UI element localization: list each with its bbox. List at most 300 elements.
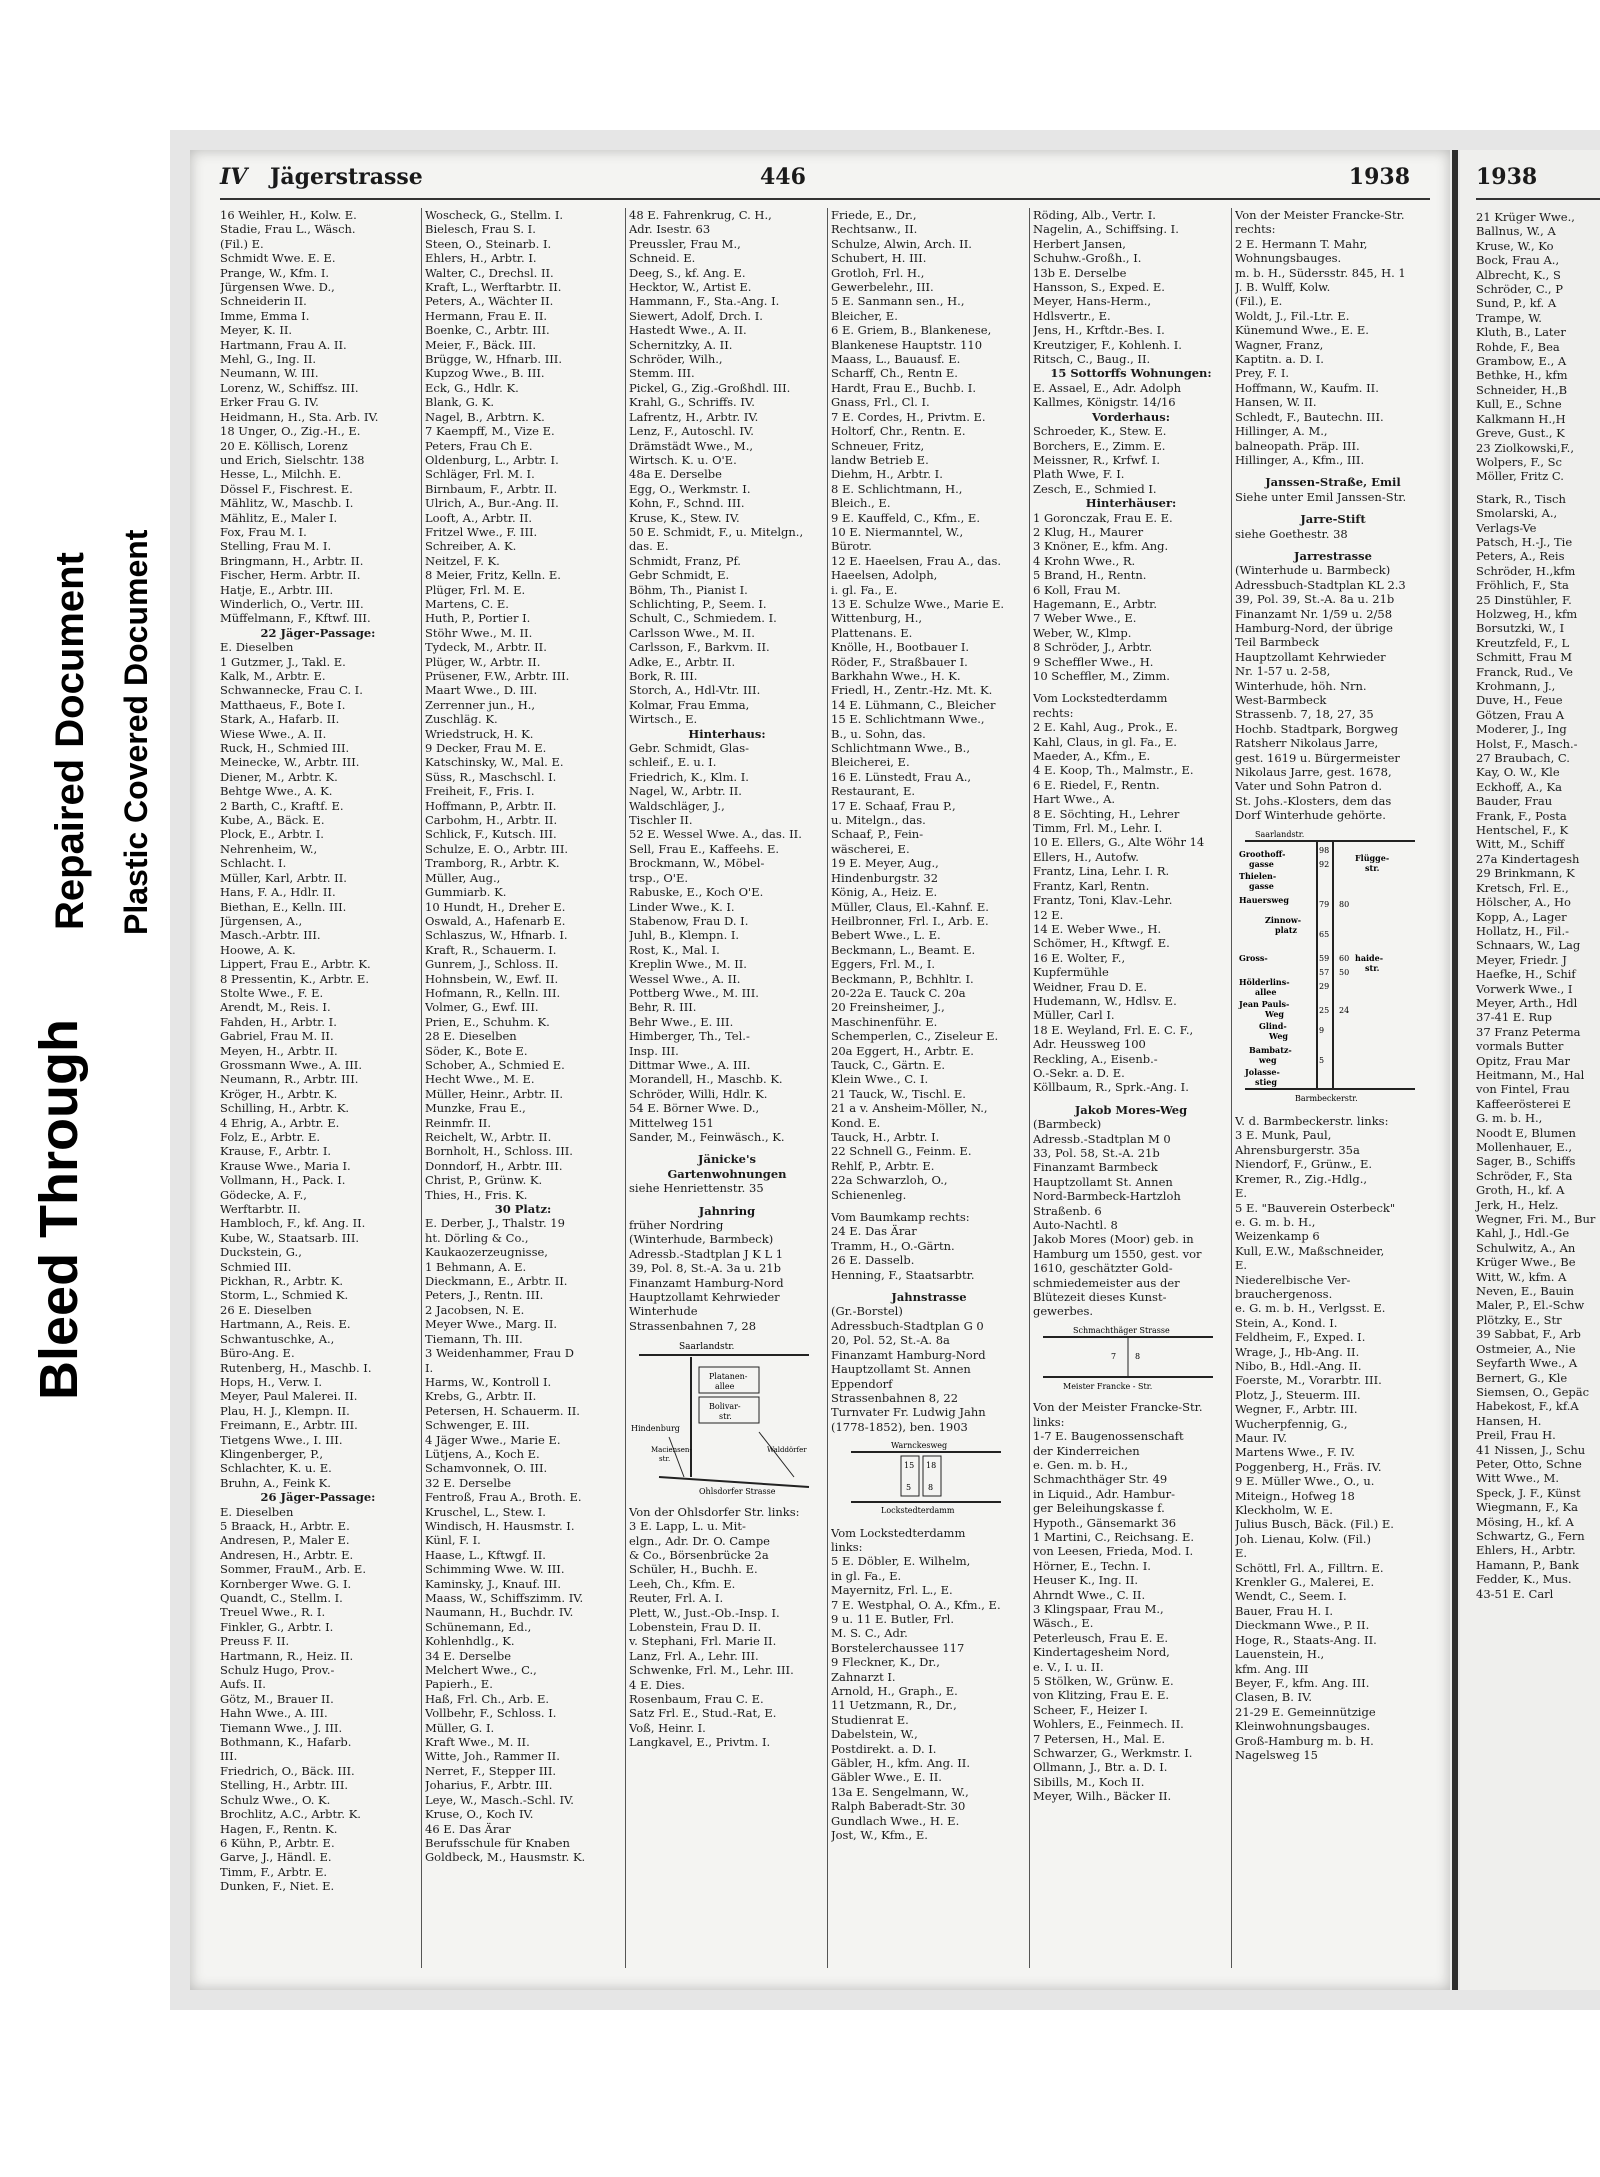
directory-entry: Poggenberg, H., Fräs. IV. [1235,1459,1382,1474]
directory-entry: Freimann, E., Arbtr. III. [220,1418,358,1433]
directory-entry: Schwartz, G., Fern [1476,1528,1585,1543]
spacer [1235,541,1431,549]
directory-entry: Schläger, Frl. M. I. [425,467,535,482]
directory-entry: Hops, H., Verw. I. [220,1374,323,1389]
directory-entry: Vorwerk Wwe., I [1476,981,1573,996]
directory-entry: Joharius, F., Arbtr. III. [425,1778,553,1793]
directory-entry: 9 E. Kauffeld, C., Kfm., E. [831,510,980,525]
directory-entry: Kaminsky, J., Knauf. III. [425,1576,561,1591]
directory-entry: 28 E. Dieselben [425,1029,517,1044]
directory-entry: Biethan, E., Kelln. III. [220,899,347,914]
directory-entry: Storm, L., Schmied K. [220,1288,349,1303]
directory-entry: Schmidt Wwe. E. E. [220,251,336,266]
directory-entry: Kalk, M., Arbtr. E. [220,669,326,683]
map-label: 50 [1339,967,1350,977]
directory-entry: Barkhahn Wwe., H. K. [831,669,961,683]
directory-entry: Krause Wwe., Maria I. [220,1158,351,1173]
directory-entry: 10 E. Ellers, G., Alte Wöhr 14 [1033,835,1205,850]
directory-entry: 23 Ziolkowski,F., [1476,440,1574,455]
directory-entry: Fischer, Herm. Arbtr. II. [220,568,361,583]
directory-entry: Nagel, B., Arbtrn. K. [425,409,545,424]
directory-entry: Zuschläg. K. [425,712,498,727]
jarrestrasse-map [1235,827,1425,1107]
repaired-document-label: Repaired Document [48,552,92,930]
directory-entry: Brockmann, W., Möbel- [629,856,765,871]
directory-entry: 8 E. Schlichtmann, H., [831,481,963,496]
directory-entry: v. Stephani, Frl. Marie II. [629,1634,777,1649]
directory-entry: Huth, P., Portier I. [425,611,531,626]
directory-entry: 10 Scheffler, M., Zimm. [1033,669,1170,683]
directory-entry: Schulz Wwe., O. K. [220,1792,331,1807]
directory-entry: Wrage, J., Hb-Ang. II. [1235,1344,1360,1359]
directory-entry: 22 Schnell G., Feinm. E. [831,1144,972,1159]
directory-entry: Müller, G. I. [425,1720,495,1735]
directory-entry: Plau, H. J., Klempn. II. [220,1403,350,1418]
map-label: Platanen- [709,1372,748,1382]
directory-entry: Aufs. II. [220,1677,266,1692]
map-label: allee [1255,986,1277,997]
directory-entry: Oswald, A., Hafenarb E. [425,913,566,928]
directory-entry: Martens Wwe., F. IV. [1235,1445,1355,1460]
column-3 [629,208,825,1968]
directory-entry: Zesch, E., Schmied I. [1033,481,1157,496]
directory-entry: Plüger, Frl. M. E. [425,582,526,597]
directory-entry: Prüsener, F.W., Arbtr. III. [425,669,570,683]
directory-entry: 16 Weihler, H., Kolw. E. [220,208,357,222]
column-divider [625,208,626,1968]
map-label: 59 [1319,953,1330,963]
directory-entry: 3 E. Munk, Paul, [1235,1128,1332,1143]
directory-entry: Gundlach Wwe., H. E. [831,1813,960,1828]
directory-entry: Nord-Barmbeck-Hartzloh [1033,1189,1181,1204]
directory-entry: Schemperlen, C., Ziseleur E. [831,1029,999,1044]
spacer [1033,683,1229,691]
directory-entry: Albrecht, K., S [1476,267,1561,282]
directory-entry: Erker Frau G. IV. [220,395,319,410]
directory-entry: Plett, W., Just.-Ob.-Insp. I. [629,1605,780,1620]
directory-entry: Jakob Mores-Weg [1074,1102,1188,1117]
directory-entry: Kruse, O., Koch IV. [425,1807,534,1822]
directory-entry: 1610, geschätzter Gold- [1033,1261,1173,1276]
directory-entry: 5 E. Sanmann sen., H., [831,294,965,309]
directory-entry: Schömer, H., Kftwgf. E. [1033,936,1170,951]
directory-entry: 43-51 E. Carl [1476,1586,1554,1601]
directory-entry: Andresen, H., Arbtr. E. [220,1547,354,1562]
directory-entry: Stemm. III. [629,366,695,381]
directory-entry: rechts: [1235,222,1276,237]
directory-entry: 7 Kaempff, M., Vize E. [425,424,555,439]
directory-entry: Vater und Sohn Patron d. [1235,779,1382,794]
directory-entry: Jarrestrasse [1294,548,1372,563]
directory-entry: 27a Kindertagesh [1476,851,1580,866]
directory-entry: 3 Knöner, E., kfm. Ang. [1033,539,1169,554]
directory-entry: Heuser K., Ing. II. [1033,1573,1139,1588]
directory-entry: Hauptzollamt St. Annen [831,1362,971,1377]
directory-entry: Hoowe, A. K. [220,942,296,957]
directory-entry: Hamburg-Nord, der übrige [1235,620,1393,635]
directory-entry: Brügge, W., Hfnarb. III. [425,352,562,367]
directory-entry: Hypoth., Gänsemarkt 36 [1033,1515,1177,1530]
directory-entry: Meissner, R., Krfwf. I. [1033,452,1160,467]
directory-entry: E. Dieselben [220,640,294,655]
directory-entry: Sell, Frau E., Kaffeehs. E. [629,841,780,856]
directory-entry: siehe Goethestr. 38 [1235,526,1348,541]
directory-entry: Kruse, W., Ko [1476,238,1554,253]
directory-entry: 6 Kühn, P., Arbtr. E. [220,1835,335,1850]
directory-entry: Bauer, Frau H. I. [1235,1603,1333,1618]
directory-entry: Bürotr. [831,539,872,554]
directory-entry: Kube, W., Staatsarb. III. [220,1230,360,1245]
map-label: str. [719,1412,732,1422]
directory-entry: e. V., I. u. II. [1033,1659,1104,1674]
directory-entry: (Gr.-Borstel) [831,1304,903,1319]
directory-entry: E. [1235,1186,1248,1201]
directory-entry: 22 Jäger-Passage: [260,625,376,640]
directory-entry: Knölle, H., Bootbauer I. [831,640,970,655]
directory-entry: Brochlitz, A.C., Arbtr. K. [220,1807,361,1822]
directory-entry: Tramm, H., O.-Gärtn. [831,1238,955,1253]
directory-entry: Schubert, H. III. [831,251,927,266]
directory-entry: Kretsch, Frl. E., [1476,880,1569,895]
directory-entry: Tischler II. [629,813,693,828]
directory-entry: Kallmes, Königstr. 14/16 [1033,395,1176,410]
directory-entry: 29 Brinkmann, K [1476,866,1575,881]
directory-entry: Steen, O., Steinarb. I. [425,236,552,251]
directory-entry: Clasen, B. IV. [1235,1690,1313,1705]
directory-entry: 2 Barth, C., Kraftf. E. [220,798,344,813]
directory-entry: Reinmfr. II. [425,1115,491,1130]
map-label: Weg [1265,1008,1285,1019]
directory-entry: Kull, E.W., Maßschneider, [1235,1243,1385,1258]
directory-entry: 15 Sottorffs Wohnungen: [1050,366,1212,381]
directory-entry: J. B. Wulff, Kolw. [1235,280,1331,295]
directory-entry: Adressb.-Stadtplan J K L 1 [629,1246,784,1261]
directory-entry: Hastedt Wwe., A. II. [629,323,747,338]
directory-entry: Schlaszus, W., Hfnarb. I. [425,928,568,943]
directory-entry: Peters, A., Wächter II. [425,294,554,309]
directory-entry: Nagel, W., Arbtr. II. [629,784,742,799]
directory-entry: Peters, Frau Ch E. [425,438,533,453]
directory-entry: 15 E. Schlichtmann Wwe., [831,712,985,727]
directory-entry: Plath Wwe, F. I. [1033,467,1125,482]
directory-entry: Schuhw.-Großh., I. [1033,251,1142,266]
directory-entry: Finanzamt Hamburg-Nord [629,1275,784,1290]
directory-entry: Hörner, E., Techn. I. [1033,1558,1151,1573]
directory-entry: Waldschläger, J., [629,798,725,813]
map-label: Zinnow- [1265,914,1302,925]
directory-entry: Kahl, J., Hdl.-Ge [1476,1226,1570,1241]
directory-entry: 33, Pol. 58, St.-A. 21b [1033,1146,1160,1160]
directory-entry: 8 Meier, Fritz, Kelln. E. [425,568,561,583]
directory-entry: Goldbeck, M., Hausmstr. K. [425,1850,586,1865]
map-label: haide- [1355,952,1384,963]
directory-entry: Grambow, E., A [1476,354,1567,369]
directory-entry: Plattenans. E. [831,625,913,640]
directory-entry: Peters, A., Reis [1476,549,1565,564]
directory-entry: 7 Weber Wwe., E. [1033,611,1137,626]
directory-entry: Eggers, Frl. M., I. [831,957,936,972]
directory-entry: Hinterhäuser: [1085,496,1177,511]
directory-entry: Arendt, M., Reis. I. [220,1000,331,1015]
directory-entry: 48 E. Fahrenkrug, C. H., [629,208,772,222]
directory-entry: Kaffeerösterei E [1476,1096,1572,1111]
map-label: Flügge- [1355,852,1390,863]
map-label: Meister Francke - Str. [1063,1381,1153,1391]
directory-entry: Carlsson Wwe., M. II. [629,625,755,640]
directory-entry: Kond. E. [831,1115,881,1130]
directory-entry: (Fil.) E. [220,236,264,251]
directory-entry: Rost, K., Mal. I. [629,942,720,957]
directory-entry: trsp., O'E. [629,870,688,885]
directory-entry: Müffelmann, F., Kftwf. III. [220,611,371,626]
map-label: gasse [1249,858,1274,869]
map-label: Barmbeckerstr. [1295,1093,1358,1103]
directory-entry: Adke, E., Arbtr. II. [629,654,736,669]
directory-entry: Köllbaum, R., Sprk.-Ang. I. [1033,1080,1189,1095]
directory-entry: elgn., Adr. Dr. O. Campe [629,1533,770,1548]
directory-entry: von Fintel, Frau [1476,1082,1570,1097]
column-divider [1231,208,1232,1968]
map-label: Schmachthäger Strasse [1073,1325,1170,1335]
directory-entry: Hofmann, R., Kelln. III. [425,985,561,1000]
directory-entry: Schienenleg. [831,1187,907,1202]
directory-entry: Müller, Heinr., Arbtr. II. [425,1086,564,1101]
directory-entry: Schamvonnek, O. III. [425,1461,548,1476]
directory-entry: Schmachthäger Str. 49 [1033,1472,1168,1487]
directory-entry: Hoffmann, W., Kaufm. II. [1235,380,1379,395]
directory-entry: Berufsschule für Knaben [425,1835,570,1850]
directory-entry: Groth, H., kf. A [1476,1183,1565,1198]
directory-entry: Naumann, H., Buchdr. IV. [425,1605,574,1620]
directory-entry: Jens, H., Krftdr.-Bes. I. [1033,323,1165,338]
directory-entry: Auto-Nachtl. 8 [1033,1218,1118,1233]
directory-entry: 11 Uetzmann, R., Dr., [831,1698,957,1713]
directory-entry: das. E. [629,539,669,554]
directory-entry: Pickel, G., Zig.-Großhdl. III. [629,380,791,395]
directory-entry: Herbert Jansen, [1033,236,1126,251]
directory-entry: Schulz Hugo, Prov.- [220,1663,335,1678]
directory-entry: Insp. III. [629,1043,679,1058]
directory-entry: (1778-1852), ben. 1903 [831,1419,968,1434]
directory-entry: Bock, Frau A., [1476,253,1560,268]
directory-entry: Künl, F. I. [425,1533,481,1548]
directory-entry: Nibo, B., Hdl.-Ang. II. [1235,1358,1362,1373]
directory-entry: Haase, L., Kftwgf. II. [425,1547,546,1562]
directory-entry: Schult, C., Schmiedem. I. [629,611,777,626]
directory-entry: Bruhn, A., Feink K. [220,1475,331,1490]
directory-entry: Süss, R., Maschschl. I. [425,769,557,784]
directory-entry: Schlichtmann Wwe., B., [831,741,970,756]
directory-entry: Boenke, C., Arbtr. III. [425,323,550,338]
directory-entry: i. gl. Fa., E. [831,582,898,597]
map-label: Thielen- [1239,870,1277,881]
directory-entry: Franck, Rud., Ve [1476,664,1573,679]
directory-entry: 9 Scheffler Wwe., H. [1033,654,1154,669]
directory-entry: Kreutziger, F., Kohlenh. I. [1033,337,1182,352]
directory-entry: Storch, A., Hdl-Vtr. III. [629,683,761,698]
directory-entry: Stein, A., Kond. I. [1235,1315,1338,1330]
directory-entry: Ollmann, J., Btr. a. D. I. [1033,1760,1168,1775]
directory-entry: Nehrenheim, W., [220,841,318,856]
directory-entry: Bleicherei, E. [831,755,910,770]
directory-entry: St. Johs.-Klosters, dem das [1235,793,1392,808]
directory-entry: 37 Franz Peterma [1476,1024,1581,1039]
directory-entry: Hohnsbein, W., Ewf. II. [425,971,559,986]
directory-entry: Söder, K., Bote E. [425,1043,528,1058]
directory-entry: Rohde, F., Bea [1476,339,1560,354]
directory-entry: V. d. Barmbeckerstr. links: [1235,1114,1389,1129]
directory-entry: Scharff, Ch., Rentn E. [831,366,958,381]
street-heading: Jägerstrasse [270,164,423,190]
map-label: str. [1365,962,1380,973]
directory-entry: Schneiderin II. [220,294,307,309]
directory-entry: Wucherpfennig, G., [1235,1416,1348,1431]
directory-entry: Himberger, Th., Tel.- [629,1029,750,1044]
directory-entry: 1 Goronczak, Frau E. E. [1033,510,1173,525]
directory-entry: Gunrem, J., Schloss. II. [425,957,559,972]
directory-entry: I. [425,1360,434,1375]
directory-entry: Groß-Hamburg m. b. H. [1235,1733,1374,1748]
directory-entry: Dunken, F., Niet. E. [220,1879,335,1894]
next-page-year: 1938 [1476,164,1538,190]
directory-entry: schmiedemeister aus der [1033,1275,1180,1290]
directory-entry: Krohmann, J., [1476,679,1556,693]
directory-entry: Straßenb. 6 [1033,1203,1102,1218]
directory-entry: Winterhude, höh. Nrn. [1235,678,1367,693]
directory-entry: Gnass, Frl., Cl. I. [831,395,930,410]
spacer [1235,504,1431,512]
directory-entry: Hartmann, R., Heiz. II. [220,1648,354,1663]
directory-entry: m. b. H., Südersstr. 845, H. 1 [1235,265,1406,280]
map-label: Gross- [1239,952,1268,963]
column-6 [1235,208,1431,1968]
directory-entry: Stabenow, Frau D. I. [629,913,749,928]
directory-entry: Neven, E., Bauin [1476,1284,1575,1299]
header-rule [220,198,1430,200]
directory-entry: Dieckmann, E., Arbtr. II. [425,1274,568,1289]
directory-entry: 4 Krohn Wwe., R. [1033,553,1136,568]
directory-entry: 37-41 E. Rup [1476,1010,1552,1025]
directory-entry: Jürgensen Wwe. D., [220,280,335,295]
map-label: 7 [1111,1351,1117,1361]
map-label: 18 [926,1461,937,1471]
directory-entry: Finkler, G., Arbtr. I. [220,1619,334,1634]
directory-entry: Weizenkamp 6 [1235,1229,1320,1244]
directory-entry: Munzke, Frau E., [425,1101,526,1116]
directory-entry: Beckmann, L., Beamt. E. [831,942,976,957]
directory-entry: Linder Wwe., K. I. [629,899,735,914]
directory-entry: Hartmann, A., Reis. E. [220,1317,351,1332]
directory-entry: Prey, F. I. [1235,366,1290,381]
column-1 [220,208,416,1968]
directory-entry: 50 E. Schmidt, F., u. Mitelgn., [629,524,804,539]
directory-entry: 21 Krüger Wwe., [1476,210,1575,224]
directory-entry: Heidmann, H., Sta. Arb. IV. [220,409,379,424]
directory-entry: Dabelstein, W., [831,1727,918,1742]
directory-entry: Reckling, A., Eisenb.- [1033,1051,1158,1066]
directory-entry: Dieckmann Wwe., P. II. [1235,1618,1370,1633]
directory-entry: Wohlers, E., Feinmech. II. [1033,1717,1184,1732]
directory-entry: 12 E. Haeelsen, Frau A., das. [831,553,1002,568]
directory-entry: 5 E. Döbler, E. Wilhelm, [831,1554,971,1569]
directory-entry: Siehe unter Emil Janssen-Str. [1235,489,1407,504]
spacer [831,1202,1027,1210]
directory-entry: Ehlers, H., Arbtr. I. [425,251,537,266]
directory-entry: Gummiarb. K. [425,885,507,900]
directory-entry: Schober, A., Schmied E. [425,1057,565,1072]
directory-entry: ht. Dörling & Co., [425,1230,529,1245]
directory-entry: Tauck, C., Gärtn. E. [831,1057,946,1072]
directory-entry: Birnbaum, F., Arbtr. II. [425,481,558,496]
directory-entry: 19 E. Meyer, Aug., [831,856,939,871]
directory-entry: Ulrich, A., Bur.-Ang. II. [425,496,559,511]
directory-entry: (Fil.), E. [1235,294,1283,309]
directory-entry: Schneid. E. [629,251,696,266]
spacer [1476,484,1595,492]
directory-entry: 13b E. Derselbe [1033,265,1127,280]
directory-entry: 26 Jäger-Passage: [260,1490,376,1505]
directory-entry: Turnvater Fr. Ludwig Jahn [831,1405,986,1420]
directory-entry: Adr. Isestr. 63 [629,222,711,237]
directory-entry: Siemsen, O., Gepäc [1476,1384,1590,1399]
directory-entry: 4 E. Dies. [629,1677,685,1692]
directory-entry: Kohlenhdlg., K. [425,1634,515,1649]
directory-entry: Nagelin, A., Schiffsing. I. [1033,222,1179,237]
directory-entry: Krause, F., Arbtr. I. [220,1144,332,1159]
directory-entry: M. S. C., Adr. [831,1626,908,1641]
directory-entry: Greve, Gust., K [1476,426,1565,441]
directory-entry: Künemund Wwe., E. E. [1235,323,1369,338]
directory-entry: 34 E. Derselbe [425,1648,512,1663]
directory-entry: Langkavel, E., Privtm. I. [629,1735,771,1750]
directory-entry: Böhm, Th., Pianist I. [629,582,748,597]
directory-entry: Müller, Aug., [425,870,501,885]
directory-entry: Gäbler Wwe., E. II. [831,1770,942,1785]
directory-entry: Schröder, Willi, Hdlr. K. [629,1086,768,1101]
directory-entry: Imme, Emma I. [220,308,310,323]
directory-entry: 26 E. Dieselben [220,1302,312,1317]
directory-entry: Kluth, B., Later [1476,325,1566,340]
directory-entry: Peterleusch, Frau E. E. [1033,1630,1169,1645]
directory-entry: Lütjens, A., Koch E. [425,1446,540,1461]
directory-entry: Hatje, E., Arbtr. III. [220,582,334,597]
next-page [1460,150,1600,1990]
map-label: 25 [1319,1005,1330,1015]
directory-entry: Pottberg Wwe., M. III. [629,985,759,1000]
directory-entry: Donndorf, H., Arbtr. III. [425,1158,563,1173]
directory-entry: Kornberger Wwe. G. I. [220,1576,352,1591]
directory-entry: u. Mitelgn., das. [831,813,926,828]
directory-entry: Finanzamt Nr. 1/59 u. 2/58 [1235,606,1393,621]
directory-entry: Borchers, E., Zimm. E. [1033,438,1166,453]
directory-entry: Kraft, R., Schauerm. I. [425,942,557,957]
directory-entry: Sager, B., Schiffs [1476,1154,1576,1169]
directory-entry: Meier, F., Bäck. III. [425,337,537,352]
map-label: 79 [1319,899,1330,909]
directory-entry: Heilbronner, Frl. I., Arb. E. [831,913,989,928]
directory-entry: Wiese Wwe., A. II. [220,726,327,741]
directory-entry: Witt, M., Schiff [1476,837,1565,852]
directory-entry: Hansen, H. [1476,1413,1542,1428]
directory-entry: Bringmann, H., Arbtr. II. [220,553,364,568]
directory-entry: 52 E. Wessel Wwe. A., das. II. [629,827,802,842]
directory-entry: Adressbuch-Stadtplan G 0 [831,1318,984,1333]
directory-entry: Teil Barmbeck [1235,635,1319,650]
directory-entry: Peters, J., Rentn. III. [425,1288,544,1303]
directory-entry: Wirtsch., E. [629,712,698,727]
map-label: 5 [1319,1055,1325,1065]
directory-entry: Bauder, Frau [1476,794,1553,809]
